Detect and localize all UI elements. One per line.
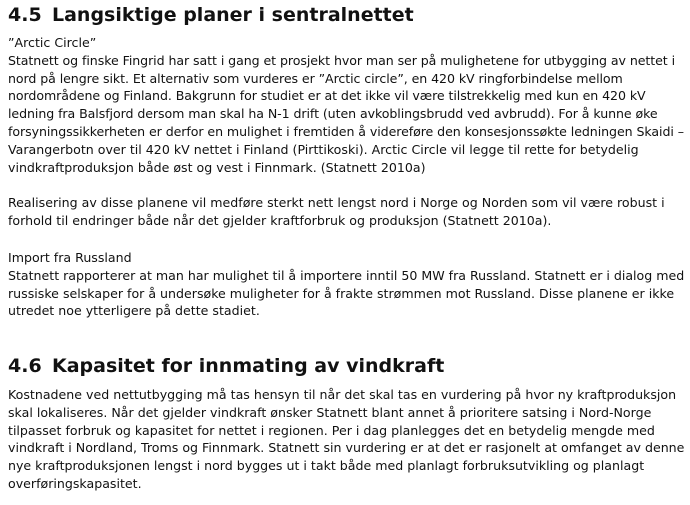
text-line: vindkraft i Nordland, Troms og Finnmark. Statnett sin vurdering er at det er rasjonelt at omfanget av denne: [8, 440, 685, 456]
section-heading-4-5: [8, 3, 414, 27]
text-line: russiske selskaper for å undersøke muligheter for å frakte strømmen mot Russland. Disse planene er ikke: [8, 285, 675, 301]
text-line: Kostnadene ved nettutbygging må tas hensyn til når det skal tas en vurdering på hvor ny kraftproduksjon: [8, 387, 677, 402]
arctic-circle-subtitle: ”Arctic Circle”: [8, 35, 97, 50]
arctic-circle-paragraph: [8, 34, 684, 176]
text-line: nye kraftproduksjonen lengst i nord bygges ut i takt både med planlagt forbruksutvikling og planlagt: [8, 458, 645, 474]
text-line: nordområdene og Finland. Bakgrunn for studiet er at det ikke vil være tilstrekkelig med kun en 420 kV: [8, 88, 646, 104]
text-line: overføringskapasitet.: [8, 475, 142, 491]
text-line: nord på lengre sikt. Et alternativ som vurderes er ”Arctic circle”, en 420 kV ringforbindelse mellom: [8, 70, 623, 86]
text-line: Varangerbotn over til 420 kV nettet i Finland (Pirttikoski). Arctic Circle vil legge til rette for betydelig: [8, 141, 639, 157]
realisering-paragraph: [8, 194, 665, 230]
text-line: forhold til endringer både når det gjelder kraftforbruk og produksjon (Statnett 2010a).: [8, 212, 552, 228]
text-line: forsyningssikkerheten er derfor en mulighet i fremtiden å videreføre den konsesjonssøkte ledningen Skaidi –: [8, 123, 684, 139]
text-line: skal lokaliseres. Når det gjelder vindkraft ønsker Statnett blant annet å prioritere satsing i Nord-Norge: [8, 404, 652, 420]
text-line: tilpasset forbruk og kapasitet for nettet i regionen. Per i dag planlegges det en betydelig mengde med: [8, 422, 655, 438]
import-paragraph: [8, 249, 684, 320]
section-number: 4.6: [8, 355, 42, 377]
section-number: 4.5: [8, 4, 42, 26]
text-line: Realisering av disse planene vil medføre sterkt nett lengst nord i Norge og Norden som vil være robust i: [8, 195, 665, 210]
text-line: ledning fra Balsfjord dersom man skal ha N-1 drift (uten avkoblingsbrudd ved avbrudd). For å kunne øke: [8, 106, 658, 122]
text-line: vindkraftproduksjon både øst og vest i Finnmark. (Statnett 2010a): [8, 159, 426, 175]
section-heading-4-6: [8, 354, 444, 378]
text-line: Statnett rapporterer at man har mulighet til å importere inntil 50 MW fra Russland. Statnett er i dialog med: [8, 267, 685, 283]
text-line: Statnett og finske Fingrid har satt i gang et prosjekt hvor man ser på mulighetene for utbygging av nettet i: [8, 52, 676, 68]
section-title: Langsiktige planer i sentralnettet: [52, 4, 414, 26]
import-subtitle: Import fra Russland: [8, 250, 132, 265]
vindkraft-paragraph: [8, 386, 684, 493]
section-title: Kapasitet for innmating av vindkraft: [52, 355, 445, 377]
text-line: utredet noe ytterligere på dette stadiet.: [8, 303, 260, 319]
